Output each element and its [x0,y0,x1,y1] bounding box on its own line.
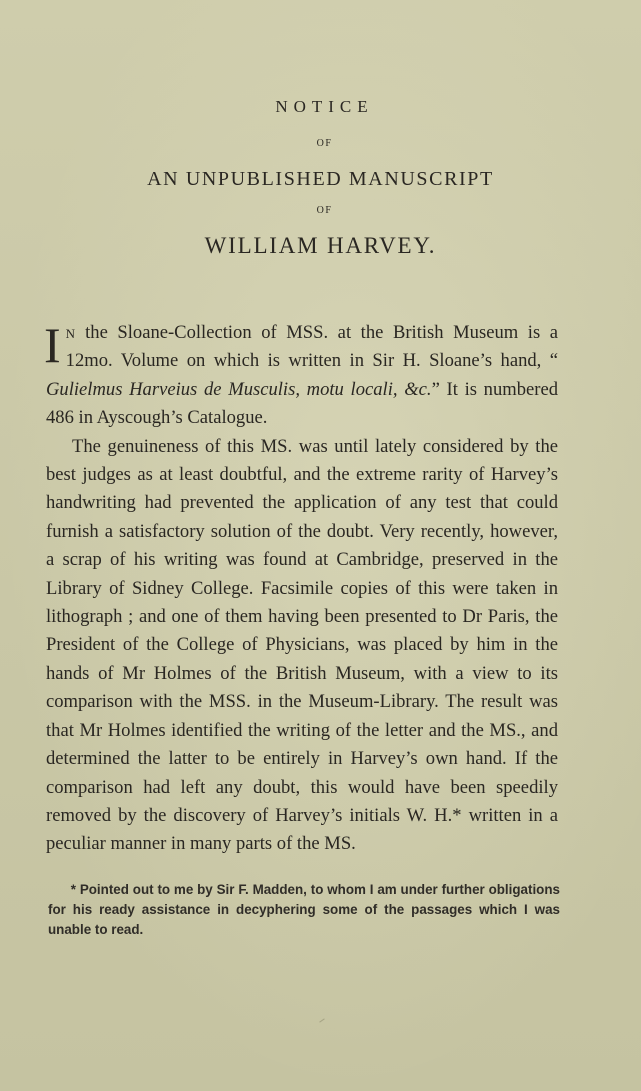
footnote [48,880,560,940]
body-text [46,319,558,859]
footnote-text: * Pointed out to me by Sir F. Madden, to whom I am under further obligations for his ready assistance in decyphering some of the passages which I was unable to read. [48,882,560,937]
paper-mark [319,1018,324,1022]
notice-heading: NOTICE [275,97,374,116]
paragraph-2: The genuineness of this MS. was until lately considered by the best judges as at least doubtful, and the extreme rarity of Harvey’s handwriting had prevented the application of any test that could furnish a satisfactory solution of the doubt. Very recently, however, a scrap of his writing was found at Cambridge, preserved in the Library of Sidney College. Facsimile copies of this were taken in lithograph ; and one of them having been presented to Dr Paris, the President of the College of Physicians, was placed by him in the hands of Mr Holmes of the British Museum, with a view to its comparison with the MSS. in the Museum-Library. The result was that Mr Holmes identified the writing of the letter and the MS., and determined the latter to be entirely in Harvey’s own hand. If the comparison had left any doubt, this would have been speedily removed by the discovery of Harvey’s initials W. H.* written in a peculiar manner in many parts of the MS. [46,435,558,855]
paragraph-1-small-caps: n [65,322,76,343]
author-name: WILLIAM HARVEY. [204,233,437,258]
manuscript-title: AN UNPUBLISHED MANUSCRIPT [147,168,494,190]
paragraph-1 [46,319,558,433]
drop-cap: I [44,317,61,373]
paragraph-1-text-a: the Sloane-Collection of MSS. at the British Museum is a 12mo. Volume on which is written in Sir H. Sloane’s hand, “ [65,322,558,372]
paragraph-1-text-b: ” It is numbered 486 in Ayscough’s Catalogue. [46,378,559,429]
of-connector-2: OF [316,205,333,216]
paragraph-1-italic-title: Gulielmus Harveius de Musculis, motu locali, &c. [46,378,432,400]
of-connector-1: OF [316,138,333,149]
